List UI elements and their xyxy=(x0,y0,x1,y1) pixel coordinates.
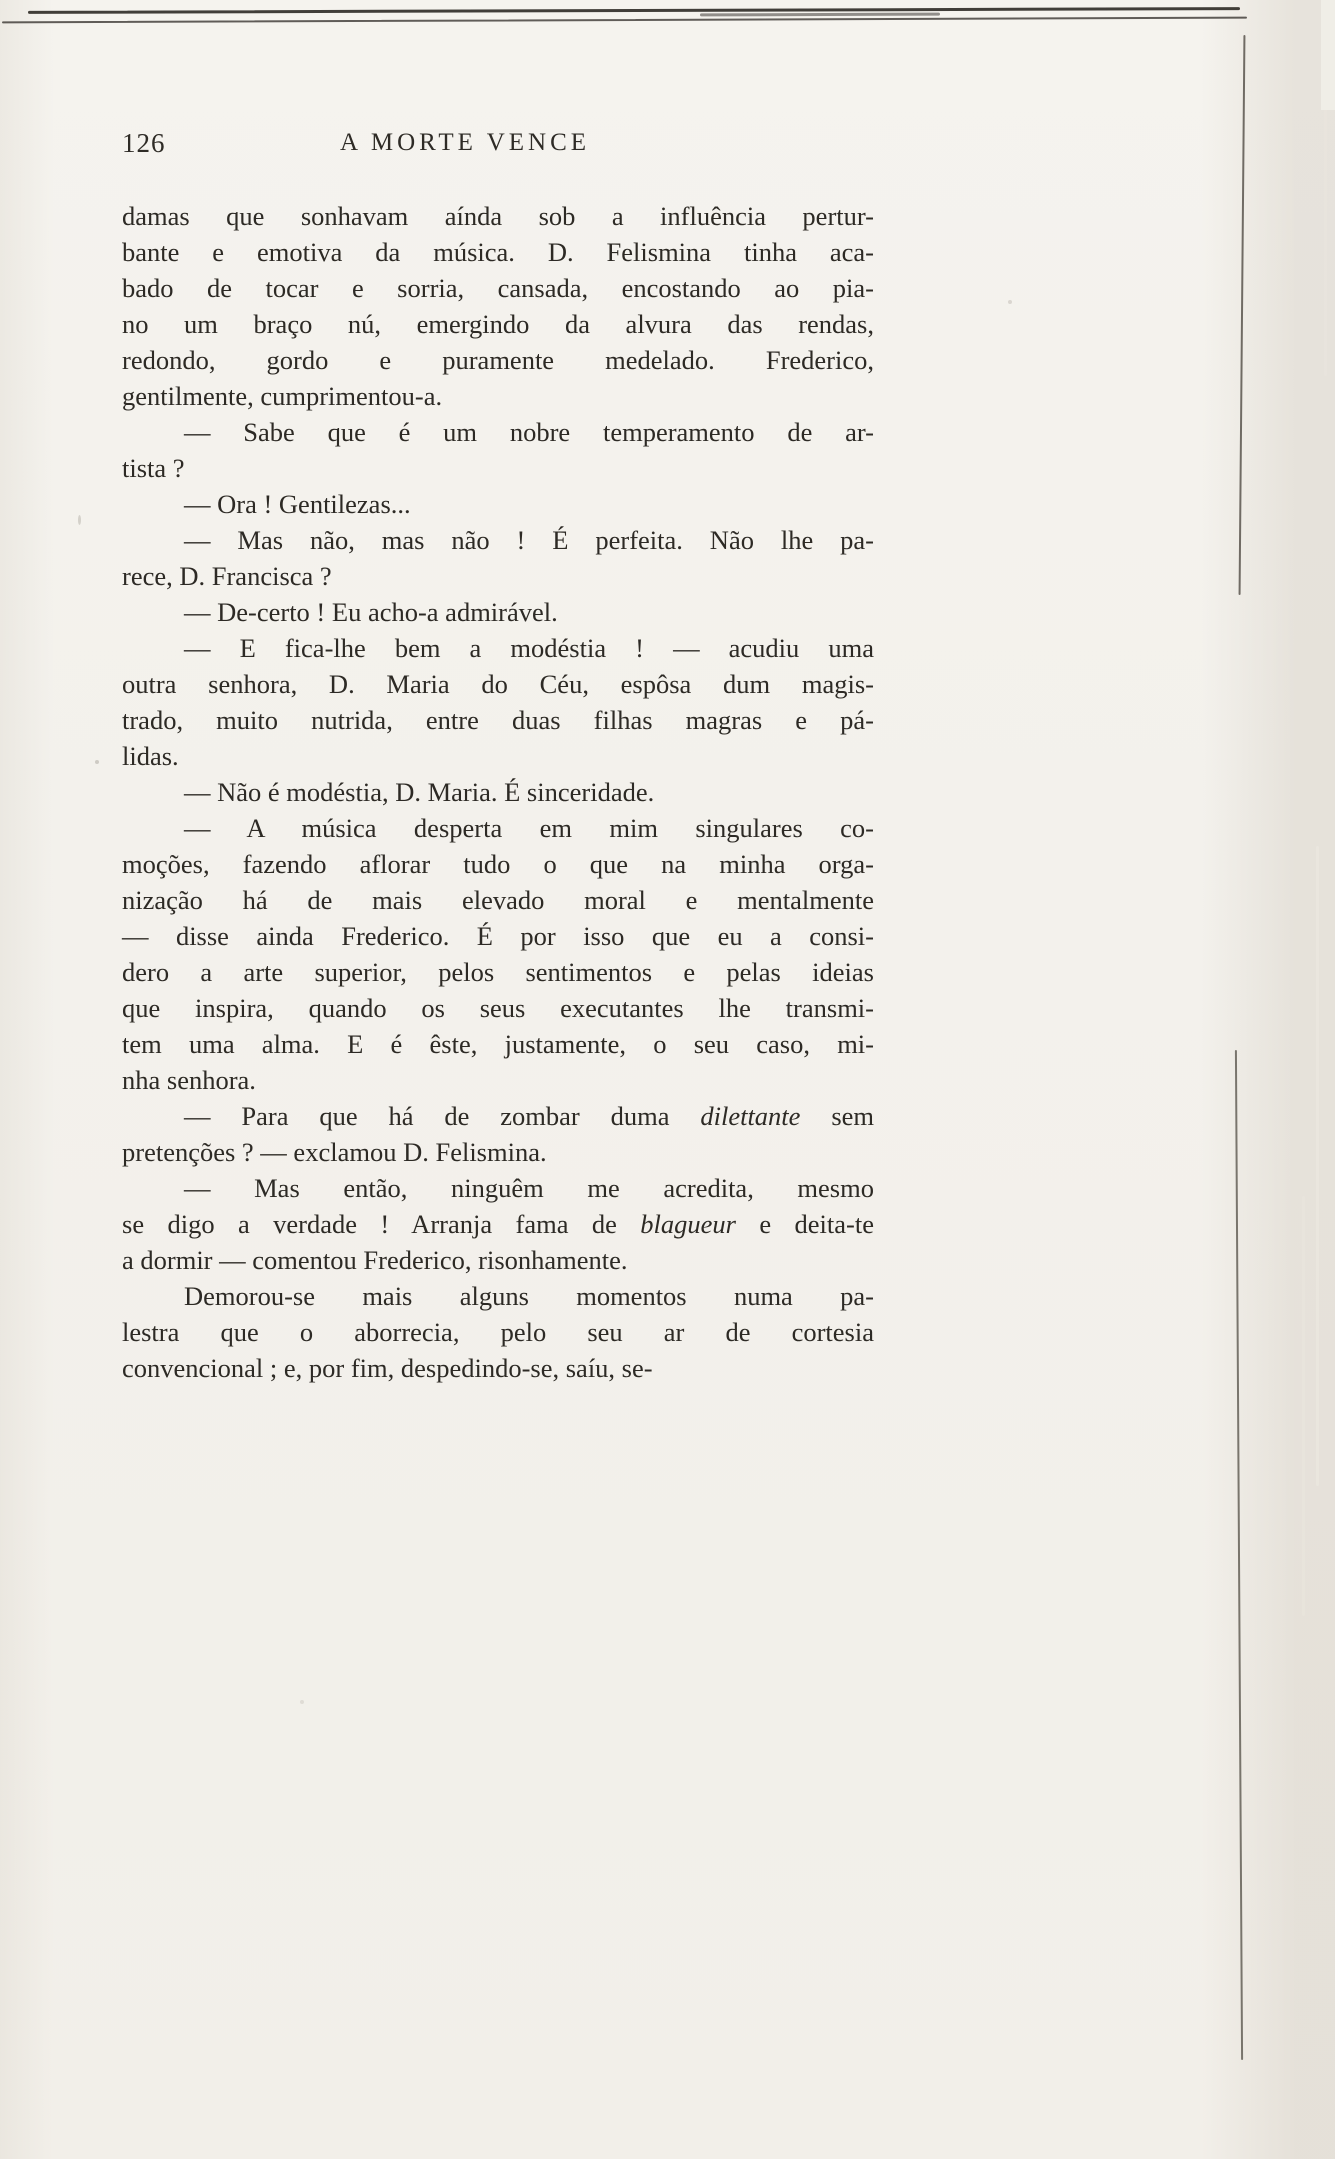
paper-speck xyxy=(78,515,81,525)
page-number: 126 xyxy=(122,128,166,158)
text-line: tista ? xyxy=(122,453,185,483)
scan-artifact-top-line-1 xyxy=(28,7,1240,14)
paragraph xyxy=(122,594,874,630)
body-text xyxy=(122,198,874,1386)
text-line: lestra que o aborrecia, pelo seu ar de cortesia xyxy=(122,1317,874,1347)
paragraph xyxy=(122,414,874,486)
italic-word: dilettante xyxy=(700,1101,801,1131)
text-line: bado de tocar e sorria, cansada, encostando ao pia- xyxy=(122,273,874,303)
text-line: — De-certo ! Eu acho-a admirável. xyxy=(184,597,558,627)
text-line: — Sabe que é um nobre temperamento de ar- xyxy=(184,417,874,447)
running-title: A MORTE VENCE xyxy=(339,129,591,156)
text-line: rece, D. Francisca ? xyxy=(122,561,332,591)
text-line: que inspira, quando os seus executantes lhe transmi- xyxy=(122,993,874,1023)
paper-speck xyxy=(1008,300,1012,304)
binding-light-streak xyxy=(1316,846,1319,1486)
text-line: dero a arte superior, pelos sentimentos e pelas ideias xyxy=(122,957,874,987)
paper-speck xyxy=(300,1700,304,1704)
text-line: moções, fazendo aflorar tudo o que na minha orga- xyxy=(122,849,874,879)
scan-artifact-top-line-2 xyxy=(2,17,1247,24)
text-line: — disse ainda Frederico. É por isso que eu a consi- xyxy=(122,921,874,951)
text-line: convencional ; e, por fim, despedindo-se, saíu, se- xyxy=(122,1353,653,1383)
text-line: se digo a verdade ! Arranja fama de blagueur e deita-te xyxy=(122,1209,874,1239)
page-header xyxy=(122,128,874,162)
text-line: damas que sonhavam aínda sob a influência pertur- xyxy=(122,201,874,231)
text-line: gentilmente, cumprimentou-a. xyxy=(122,381,443,411)
binding-shadow xyxy=(1225,16,1335,2126)
italic-word: blagueur xyxy=(640,1209,736,1239)
text-line: bante e emotiva da música. D. Felismina tinha aca- xyxy=(122,237,874,267)
text-line: no um braço nú, emergindo da alvura das rendas, xyxy=(122,309,874,339)
text-line: tem uma alma. E é êste, justamente, o seu caso, mi- xyxy=(122,1029,874,1059)
paragraph xyxy=(122,630,874,774)
text-line: lidas. xyxy=(122,741,179,771)
text-line: nha senhora. xyxy=(122,1065,256,1095)
scan-corner-highlight xyxy=(1321,0,1335,110)
text-line: outra senhora, D. Maria do Céu, espôsa dum magis- xyxy=(122,669,874,699)
paragraph xyxy=(122,1170,874,1278)
paragraph xyxy=(122,198,874,414)
binding-light-streak xyxy=(1302,1196,1305,1616)
text-line: — Mas não, mas não ! É perfeita. Não lhe pa- xyxy=(184,525,874,555)
text-line: a dormir — comentou Frederico, risonhamente. xyxy=(122,1245,628,1275)
paragraph xyxy=(122,774,874,810)
text-line: trado, muito nutrida, entre duas filhas magras e pá- xyxy=(122,705,874,735)
text-line: pretenções ? — exclamou D. Felismina. xyxy=(122,1137,547,1167)
text-line: nização há de mais elevado moral e mentalmente xyxy=(122,885,874,915)
scan-artifact-top-line-3 xyxy=(700,13,940,17)
paragraph xyxy=(122,810,874,1098)
text-line: — Mas então, ninguêm me acredita, mesmo xyxy=(184,1173,874,1203)
paragraph xyxy=(122,486,874,522)
paragraph xyxy=(122,522,874,594)
text-line: Demorou-se mais alguns momentos numa pa- xyxy=(184,1281,874,1311)
binding-light-streak xyxy=(1324,76,1327,376)
text-line: — A música desperta em mim singulares co- xyxy=(184,813,874,843)
text-line: redondo, gordo e puramente medelado. Frederico, xyxy=(122,345,874,375)
paper-speck xyxy=(95,760,99,764)
text-line: — Ora ! Gentilezas... xyxy=(184,489,411,519)
paragraph xyxy=(122,1098,874,1170)
text-line: — E fica-lhe bem a modéstia ! — acudiu uma xyxy=(184,633,874,663)
text-line: — Para que há de zombar duma dilettante sem xyxy=(184,1101,874,1131)
paragraph xyxy=(122,1278,874,1386)
text-line: — Não é modéstia, D. Maria. É sinceridade. xyxy=(184,777,655,807)
